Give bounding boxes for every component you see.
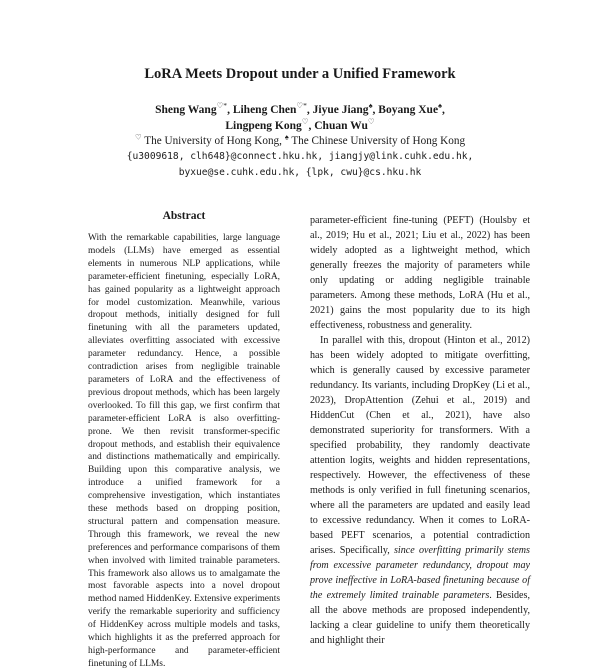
- affiliation-marker: ♠: [284, 132, 289, 142]
- affiliation-hku: The University of Hong Kong,: [144, 135, 282, 147]
- email-line: {u3009618, clh648}@connect.hku.hk, jiangjy@link.cuhk.edu.hk,: [126, 151, 474, 162]
- author-name: Boyang Xue: [378, 104, 439, 116]
- author-emails: [60, 149, 540, 180]
- intro-text: . Besides, all the above methods are proposed independently, lacking a clear guideline to unify them theoretically and highlight their: [310, 590, 530, 646]
- abstract-body: With the remarkable capabilities, large language models (LLMs) have emerged as essential elements in numerous NLP applications, while parameter-efficient finetuning, especially LoRA, has gained popularity as a lightweight approach for model customization. Meanwhile, various dropout methods, initially designed for full finetuning with all the parameters updated, alleviates overfitting associated with excessive parameter redundancy. Hence, a possible contradiction arises from negligible trainable parameters of LoRA and the effectiveness of previous dropout methods, which has been largely overlooked. To fill this gap, we first confirm that parameter-efficient LoRA is also overfitting-prone. We then revisit transformer-specific dropout methods, and establish their equivalence and distinctions mathematically and empirically. Building upon this comparative analysis, we introduce a unified framework for a comprehensive investigation, which instantiates these methods based on dropping position, structural pattern and compensation measure. Through this framework, we reveal the new preferences and performance comparisons of them when involved with limited trainable parameters. This framework also allows us to amalgamate the most favorable aspects into a novel dropout method named HiddenKey. Extensive experiments verify the remarkable superiority and sufficiency of HiddenKey across multiple models and tasks, which highlights it as the preferred approach for high-performance and parameter-efficient finetuning of LLMs.: [88, 233, 280, 669]
- affiliations: [60, 134, 540, 149]
- affiliation-marker: ♡: [134, 132, 142, 142]
- author-name: Lingpeng Kong: [225, 120, 302, 132]
- author-marker: ♡: [301, 117, 309, 127]
- author-marker: ♠: [368, 101, 373, 111]
- intro-emphasis: since overfitting primarily stems from excessive parameter redundancy, dropout may prove ineffective in LoRA-based finetuning because of the extremely limited trainable parameters: [310, 545, 530, 601]
- affiliation-cuhk: The Chinese University of Hong Kong: [291, 135, 466, 147]
- author-marker: ♠: [438, 101, 443, 111]
- author-name: Liheng Chen: [232, 104, 297, 116]
- author-name: Chuan Wu: [314, 120, 368, 132]
- author-name: Jiyue Jiang: [312, 104, 369, 116]
- author-marker: ♡: [367, 117, 375, 127]
- intro-paragraph: [310, 333, 530, 648]
- email-line: byxue@se.cuhk.edu.hk, {lpk, cwu}@cs.hku.hk: [178, 166, 422, 178]
- author-name: Sheng Wang: [155, 104, 217, 116]
- abstract-heading: Abstract: [162, 210, 206, 222]
- author-marker: ♡*: [216, 101, 228, 111]
- paper-title: LoRA Meets Dropout under a Unified Framework: [144, 66, 456, 82]
- author-list: Sheng Wang♡*, Liheng Chen♡*, Jiyue Jiang♠, Boyang Xue♠, Lingpeng Kong♡, Chuan Wu♡: [155, 101, 445, 132]
- author-marker: ♡*: [296, 101, 307, 111]
- intro-text: In parallel with this, dropout (Hinton et al., 2012) has been widely adopted to mitigate overfitting, which is generally caused by excessive parameter redundancy. Its variants, including DropKey (Li et al., 2023), DropAttention (Zehui et al., 2019) and HiddenCut (Chen et al., 2021), have also demonstrated superiority for transformers. With a specified probability, they randomly deactivate attention logits, weights and hidden representations, respectively. However, the effectiveness of these methods is only verified in full finetuning scenarios, where all the parameters are updated and easily lead to excessive redundancy. When it comes to LoRA-based PEFT scenarios, a potential contradiction arises. Specifically,: [310, 335, 530, 556]
- introduction-column: [310, 213, 530, 646]
- intro-paragraph: parameter-efficient fine-tuning (PEFT) (Houlsby et al., 2019; Hu et al., 2021; Liu et al., 2022) has been widely adopted as a lightweight method, which generally freezes the majority of parameters while only updating or adding negligible trainable parameters. Among these methods, LoRA (Hu et al., 2021) gains the most popularity due to its high effectiveness, robustness and generality.: [310, 215, 530, 331]
